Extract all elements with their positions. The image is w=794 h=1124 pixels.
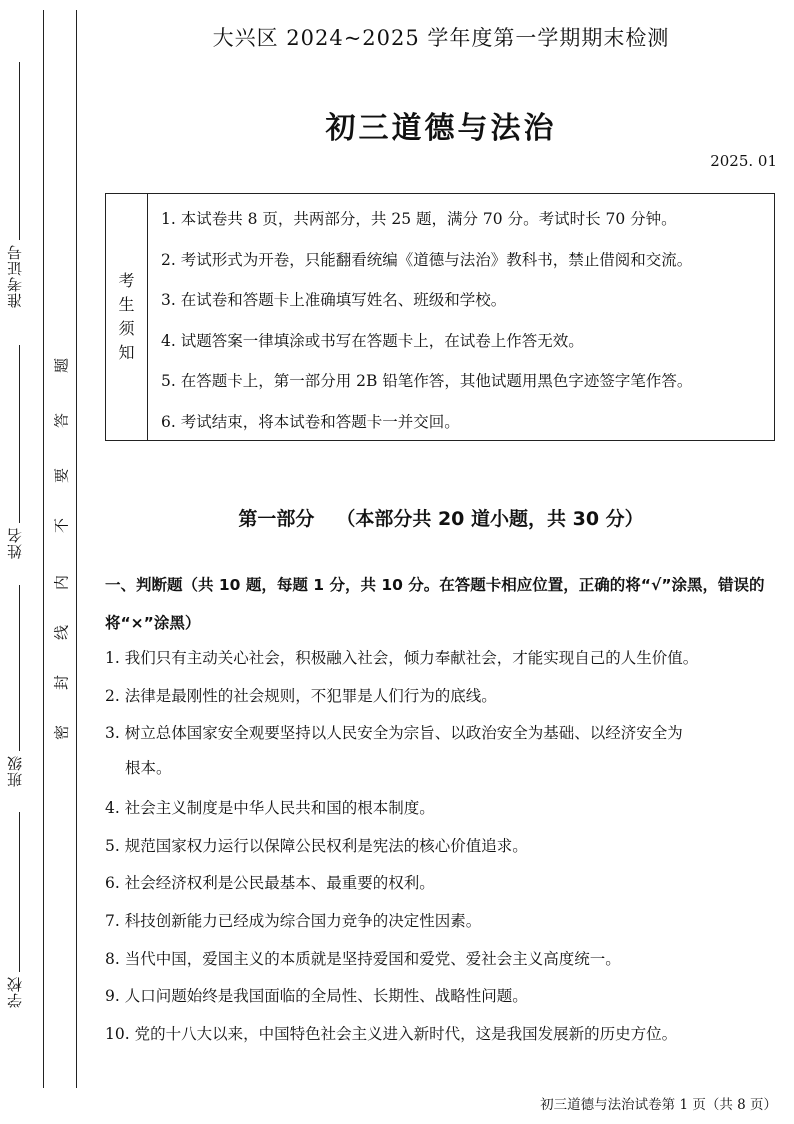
part-subtitle: （本部分共 20 道小题，共 30 分） (336, 508, 644, 530)
candidate-notice-box (105, 193, 775, 441)
question-item (105, 833, 777, 871)
notice-label-char: 生 (118, 295, 135, 314)
notice-label-char: 考 (118, 271, 135, 290)
school-label: 学校 (6, 976, 24, 1008)
notice-list (161, 204, 768, 447)
notice-item: 1. 本试卷共 8 页，共两部分，共 25 题，满分 70 分。考试时长 70 分钟。 (161, 210, 677, 228)
exam-number-label: 准考证号 (6, 244, 24, 308)
question-text: 3. 树立总体国家安全观要坚持以人民安全为宗旨、以政治安全为基础、以经济安全为 (105, 724, 683, 743)
notice-item: 6. 考试结束，将本试卷和答题卡一并交回。 (161, 412, 460, 431)
name-label: 姓名 (6, 527, 24, 559)
question-text: 1. 我们只有主动关心社会，积极融入社会，倾力奉献社会，才能实现自己的人生价值。 (105, 649, 699, 667)
name-blank (19, 345, 20, 523)
section-one-heading: 一、判断题（共 10 题，每题 1 分，共 10 分。在答题卡相应位置，正确的将“√”涂黑，错误的将“×”涂黑） (105, 576, 765, 632)
question-item (105, 1021, 777, 1059)
subject-title: 初三道德与法治 (325, 111, 557, 146)
question-item (105, 870, 777, 908)
class-blank (19, 585, 20, 751)
seal-text-char: 要 (52, 468, 71, 484)
question-text: 7. 科技创新能力已经成为综合国力竞争的决定性因素。 (105, 911, 482, 930)
question-text: 5. 规范国家权力运行以保障公民权利是宪法的核心价值追求。 (105, 836, 528, 855)
question-text-continued: 根本。 (125, 759, 172, 778)
notice-label (106, 194, 148, 440)
seal-text-char: 封 (52, 675, 71, 691)
seal-text-char: 密 (52, 725, 71, 741)
notice-item: 4. 试题答案一律填涂或书写在答题卡上，在试卷上作答无效。 (161, 331, 584, 350)
notice-label-char: 知 (118, 343, 135, 362)
page-footer: 初三道德与法治试卷第 1 页（共 8 页） (540, 1097, 777, 1113)
seal-text-char: 内 (52, 575, 71, 591)
seal-text-char: 不 (52, 518, 71, 534)
seal-text-char: 答 (52, 413, 71, 429)
margin-rule-inner (76, 10, 77, 1088)
margin-rule-outer (43, 10, 44, 1088)
class-label: 班级 (6, 755, 24, 787)
exam-date: 2025. 01 (710, 152, 777, 170)
question-text: 8. 当代中国，爱国主义的本质就是坚持爱国和爱党、爱社会主义高度统一。 (105, 949, 621, 968)
question-item (105, 683, 777, 721)
part-one-title (105, 504, 777, 531)
question-item (105, 946, 777, 984)
question-text: 10. 党的十八大以来，中国特色社会主义进入新时代，这是我国发展新的历史方位。 (105, 1024, 678, 1043)
seal-text-char: 题 (52, 358, 71, 374)
question-text: 4. 社会主义制度是中华人民共和国的根本制度。 (105, 799, 435, 818)
notice-item: 3. 在试卷和答题卡上准确填写姓名、班级和学校。 (161, 291, 507, 309)
question-item (105, 720, 777, 795)
school-blank (19, 812, 20, 972)
question-text: 6. 社会经济权利是公民最基本、最重要的权利。 (105, 874, 435, 893)
question-item (105, 795, 777, 833)
exam-number-blank (19, 62, 20, 240)
question-list (105, 645, 777, 1058)
exam-title: 大兴区 2024~2025 学年度第一学期期末检测 (212, 26, 670, 50)
notice-item: 5. 在答题卡上，第一部分用 2B 铅笔作答，其他试题用黑色字迹签字笔作答。 (161, 372, 693, 390)
question-text: 2. 法律是最刚性的社会规则，不犯罪是人们行为的底线。 (105, 686, 497, 705)
part-title-text: 第一部分 (238, 508, 315, 530)
notice-item: 2. 考试形式为开卷，只能翻看统编《道德与法治》教科书，禁止借阅和交流。 (161, 250, 693, 269)
question-item (105, 983, 777, 1021)
binding-margin (0, 0, 80, 1124)
question-item (105, 908, 777, 946)
question-item (105, 645, 777, 683)
question-text: 9. 人口问题始终是我国面临的全局性、长期性、战略性问题。 (105, 987, 528, 1006)
seal-text-char: 线 (52, 625, 71, 641)
notice-label-char: 须 (118, 319, 135, 338)
